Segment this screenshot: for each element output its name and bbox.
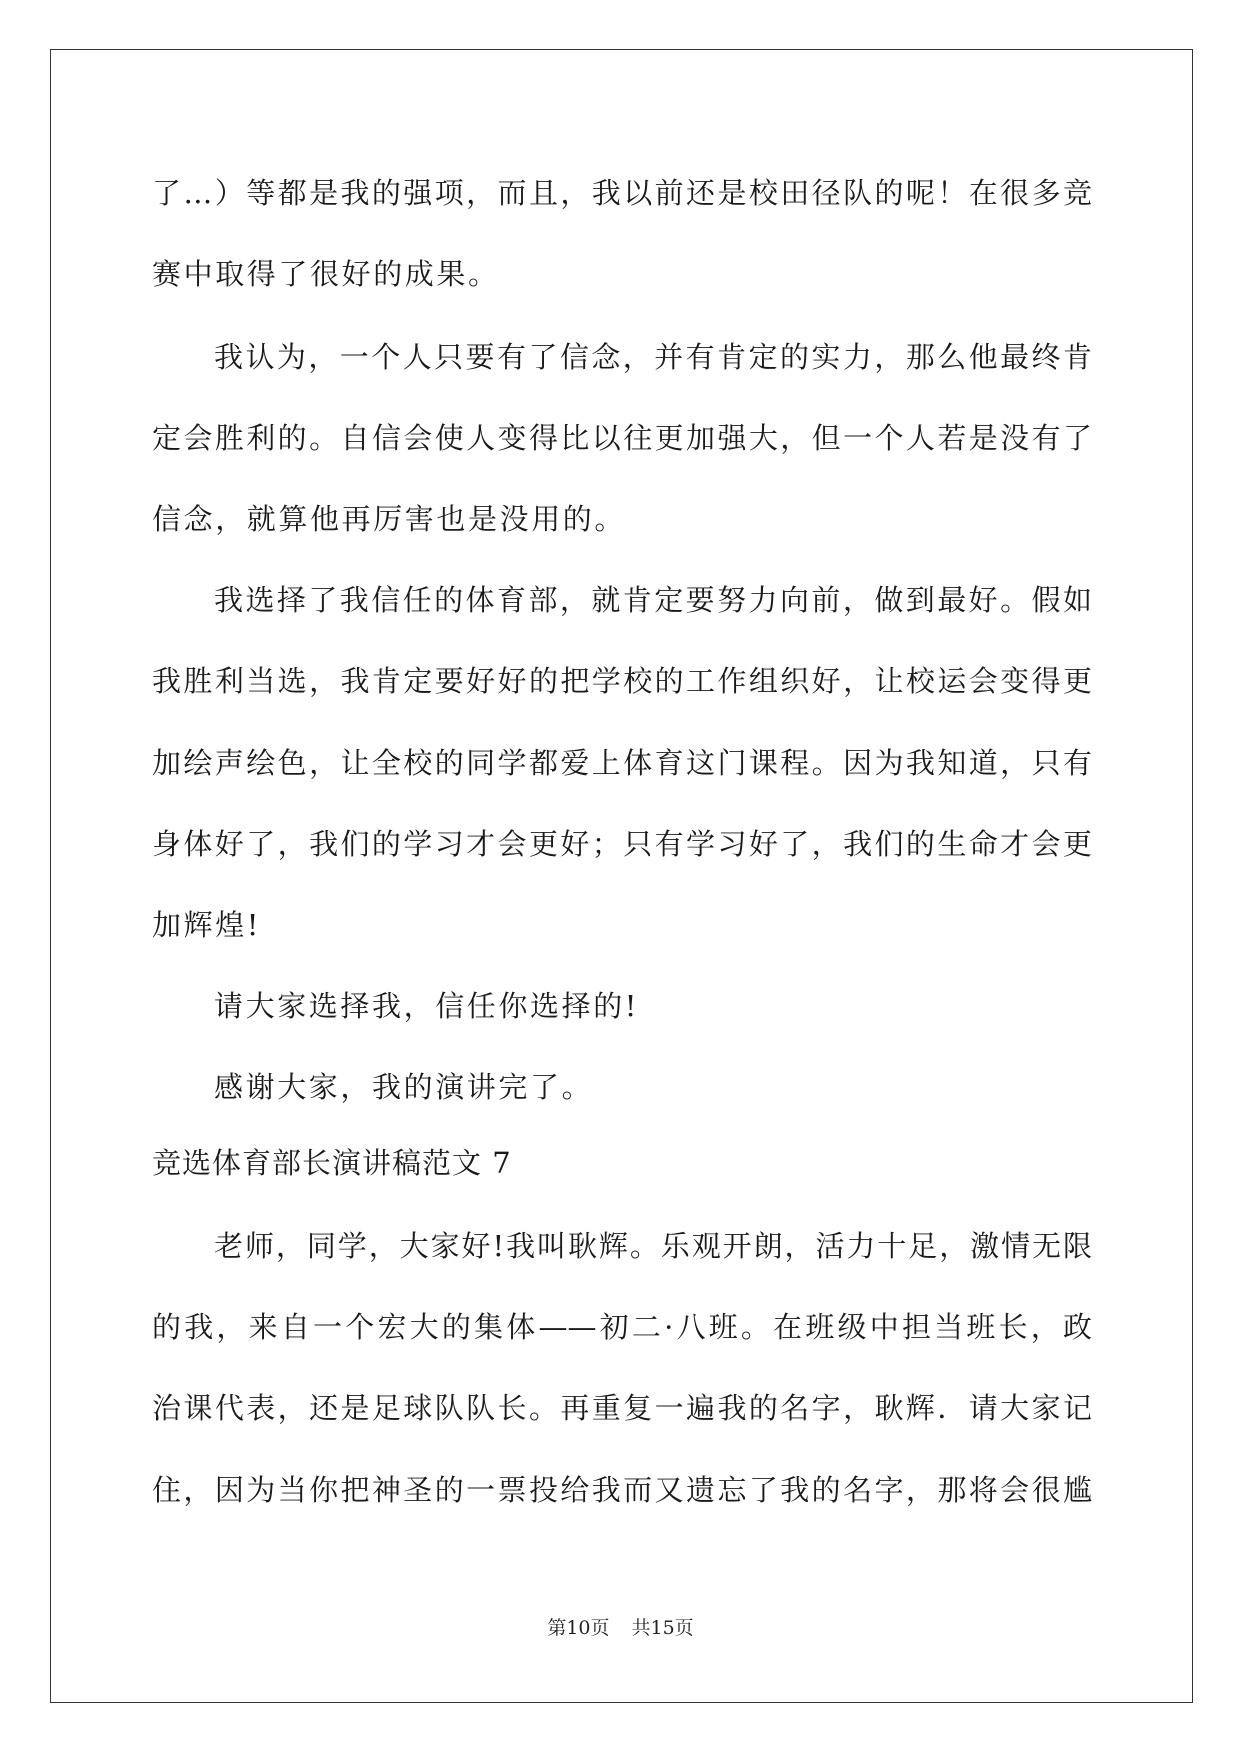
paragraph-line: 了…）等都是我的强项，而且，我以前还是校田径队的呢！在很多竞 (152, 176, 1092, 210)
section-heading: 竞选体育部长演讲稿范文 7 (152, 1146, 512, 1180)
paragraph-line: 的我，来自一个宏大的集体——初二·八班。在班级中担当班长，政 (152, 1310, 1092, 1344)
paragraph-line: 加辉煌! (152, 908, 262, 942)
page-total: 共15页 (631, 1617, 694, 1639)
paragraph-line: 身体好了，我们的学习才会更好；只有学习好了，我们的生命才会更 (152, 827, 1092, 861)
paragraph-line: 定会胜利的。自信会使人变得比以往更加强大，但一个人若是没有了 (152, 421, 1092, 455)
paragraph-line: 赛中取得了很好的成果。 (152, 257, 500, 291)
paragraph-line: 加绘声绘色，让全校的同学都爱上体育这门课程。因为我知道，只有 (152, 746, 1092, 780)
paragraph-line: 老师，同学，大家好!我叫耿辉。乐观开朗，活力十足，激情无限 (214, 1229, 1092, 1263)
paragraph-line: 感谢大家，我的演讲完了。 (214, 1070, 594, 1104)
paragraph-line: 我胜利当选，我肯定要好好的把学校的工作组织好，让校运会变得更 (152, 664, 1092, 698)
page-number: 第10页 (547, 1617, 610, 1639)
page-footer (0, 1616, 1241, 1640)
paragraph-line: 我选择了我信任的体育部，就肯定要努力向前，做到最好。假如 (214, 583, 1092, 617)
paragraph-line: 住，因为当你把神圣的一票投给我而又遗忘了我的名字，那将会很尴 (152, 1473, 1092, 1507)
paragraph-line: 治课代表，还是足球队队长。再重复一遍我的名字，耿辉．请大家记 (152, 1391, 1092, 1425)
paragraph-line: 我认为，一个人只要有了信念，并有肯定的实力，那么他最终肯 (214, 340, 1092, 374)
page-border (50, 49, 1193, 1703)
paragraph-line: 请大家选择我，信任你选择的! (214, 989, 640, 1023)
paragraph-line: 信念，就算他再厉害也是没用的。 (152, 502, 627, 536)
